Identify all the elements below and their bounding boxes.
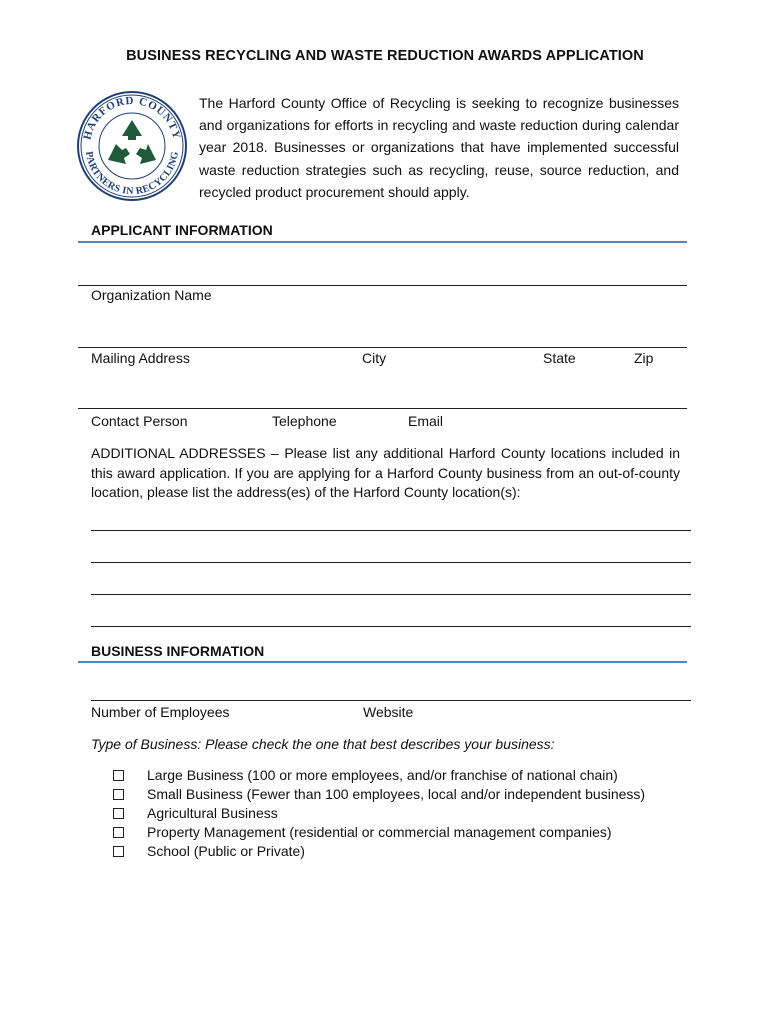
- small-business-option-label: Small Business (Fewer than 100 employees, local and/or independent business): [147, 786, 646, 802]
- school-option-label: School (Public or Private): [147, 843, 305, 859]
- large-business-option-label: Large Business (100 or more employees, and/or franchise of national chain): [147, 767, 618, 783]
- applicant-section-rule: [78, 241, 687, 243]
- additional-address-line[interactable]: [91, 626, 691, 627]
- business-information-heading: BUSINESS INFORMATION: [91, 643, 265, 659]
- email-label: Email: [408, 413, 444, 429]
- business-type-prompt: Type of Business: Please check the one that best describes your business:: [91, 736, 555, 752]
- organization-name-line[interactable]: [78, 285, 687, 286]
- applicant-information-heading: APPLICANT INFORMATION: [91, 222, 273, 238]
- business-section-rule: [78, 661, 687, 663]
- additional-address-line[interactable]: [91, 594, 691, 595]
- agricultural-business-checkbox[interactable]: [113, 808, 124, 819]
- property-management-checkbox[interactable]: [113, 827, 124, 838]
- additional-address-line[interactable]: [91, 530, 691, 531]
- harford-county-seal-logo: [76, 86, 188, 204]
- additional-address-line[interactable]: [91, 562, 691, 563]
- website-label: Website: [363, 704, 414, 720]
- intro-paragraph: The Harford County Office of Recycling is seeking to recognize businesses and organizations for efforts in recycling and waste reduction during calendar year 2018. Businesses or organizations that have implemented successful waste reduction strategies such as recycling, reuse, source reduction, and recycled product procurement should apply.: [199, 95, 679, 200]
- svg-text:HARFORD COUNTY: HARFORD COUNTY: [81, 94, 183, 141]
- employees-website-line[interactable]: [91, 700, 691, 701]
- number-of-employees-label: Number of Employees: [91, 704, 230, 720]
- recycle-icon: [108, 120, 156, 164]
- agricultural-business-option-label: Agricultural Business: [147, 805, 278, 821]
- additional-addresses-text: ADDITIONAL ADDRESSES – Please list any additional Harford County locations included in this award application. If you are applying for a Harford County business from an out-of-county location, please list the address(es) of the Harford County location(s):: [91, 445, 680, 500]
- organization-name-label: Organization Name: [91, 287, 212, 303]
- school-checkbox[interactable]: [113, 846, 124, 857]
- large-business-checkbox[interactable]: [113, 770, 124, 781]
- mailing-address-line[interactable]: [78, 347, 687, 348]
- telephone-label: Telephone: [272, 413, 337, 429]
- contact-line[interactable]: [78, 408, 687, 409]
- state-label: State: [543, 350, 576, 366]
- city-label: City: [362, 350, 387, 366]
- small-business-checkbox[interactable]: [113, 789, 124, 800]
- contact-person-label: Contact Person: [91, 413, 188, 429]
- property-management-option-label: Property Management (residential or commercial management companies): [147, 824, 612, 840]
- page-title: BUSINESS RECYCLING AND WASTE REDUCTION AWARDS APPLICATION: [126, 48, 644, 64]
- zip-label: Zip: [634, 350, 654, 366]
- mailing-address-label: Mailing Address: [91, 350, 190, 366]
- svg-text:PARTNERS IN RECYCLING: PARTNERS IN RECYCLING: [83, 150, 181, 198]
